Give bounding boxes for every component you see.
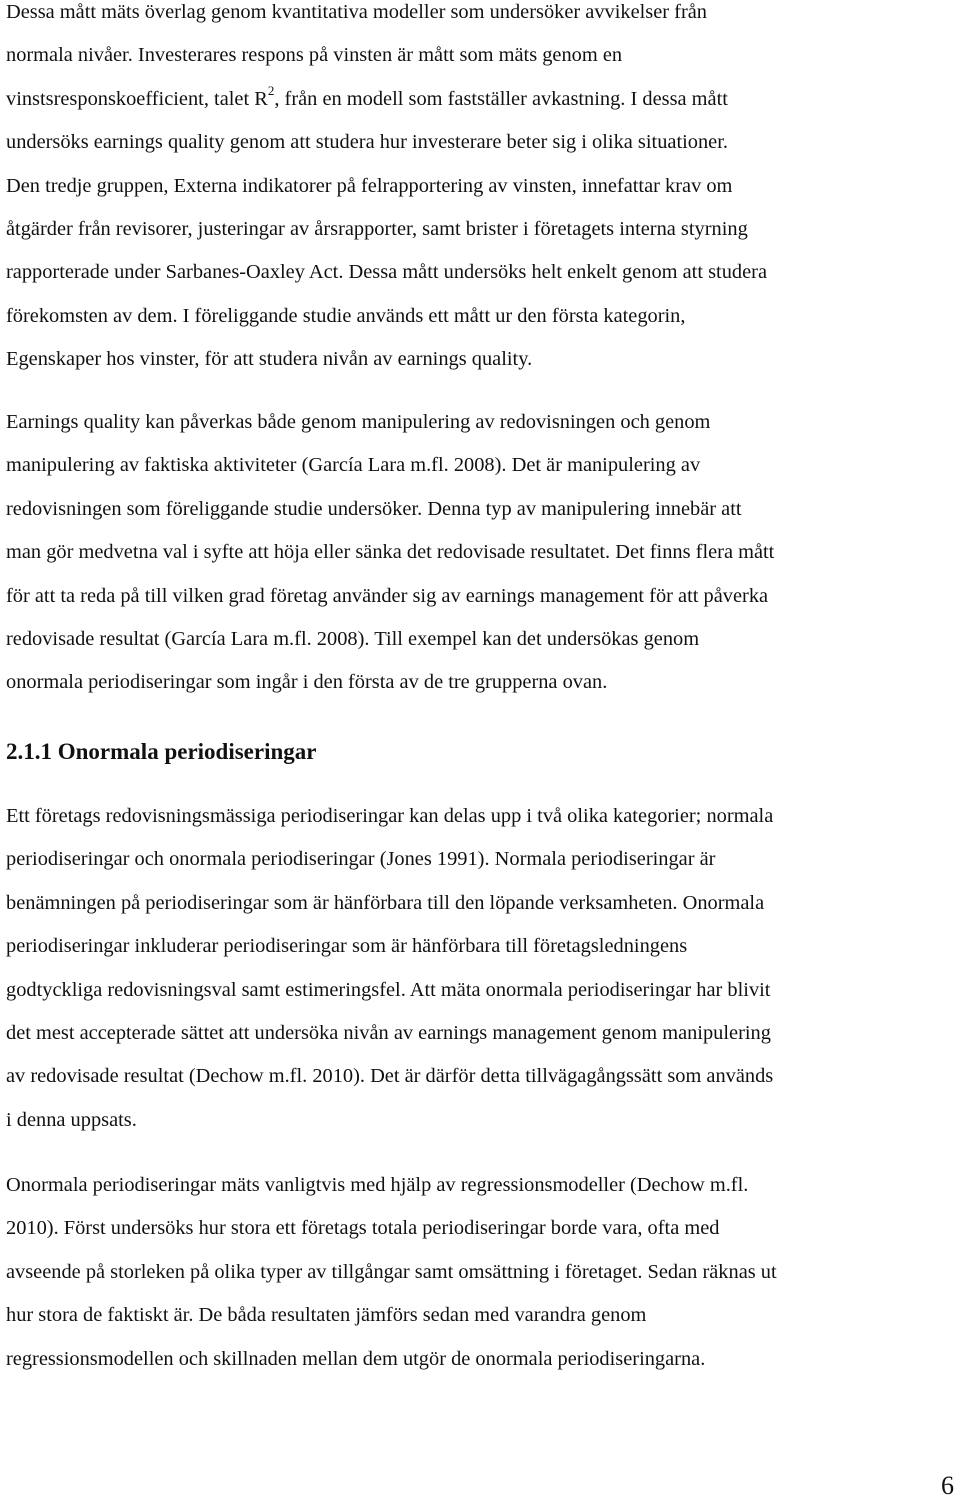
text-line: redovisningen som föreliggande studie undersöker. Denna typ av manipulering innebär att (6, 497, 742, 520)
text-line: hur stora de faktiskt är. De båda resultaten jämförs sedan med varandra genom (6, 1304, 647, 1327)
text-line: man gör medvetna val i syfte att höja eller sänka det redovisade resultatet. Det finns flera mått (6, 541, 775, 564)
text-line: Egenskaper hos vinster, för att studera nivån av earnings quality. (6, 348, 533, 371)
text-line: regressionsmodellen och skillnaden mellan dem utgör de onormala periodiseringarna. (6, 1347, 706, 1370)
text-segment: , från en modell som fastställer avkastning. I dessa mått (274, 87, 728, 110)
section-heading: 2.1.1 Onormala periodiseringar (6, 739, 317, 764)
text-line (6, 78, 956, 121)
text-line: det mest accepterade sättet att undersöka nivån av earnings management genom manipulering (6, 1022, 771, 1045)
text-line: Ett företags redovisningsmässiga periodiseringar kan delas upp i två olika kategorier; normala (6, 805, 774, 827)
paragraph-3 (6, 795, 956, 1142)
text-line: Dessa mått mäts överlag genom kvantitativa modeller som undersöker avvikelser från (6, 1, 707, 23)
text-segment: vinstsresponskoefficient, talet R (6, 87, 268, 110)
text-line: benämningen på periodiseringar som är hänförbara till den löpande verksamheten. Onormala (6, 891, 765, 914)
text-line: i denna uppsats. (6, 1108, 137, 1131)
text-line: för att ta reda på till vilken grad företag använder sig av earnings management för att påverka (6, 584, 769, 607)
text-line: Den tredje gruppen, Externa indikatorer på felrapportering av vinsten, innefattar krav om (6, 174, 733, 197)
text-line: avseende på storleken på olika typer av tillgångar samt omsättning i företaget. Sedan räknas ut (6, 1260, 777, 1283)
paragraph-4 (6, 1164, 956, 1381)
text-line: undersöks earnings quality genom att studera hur investerare beter sig i olika situationer. (6, 131, 728, 154)
superscript: 2 (267, 82, 275, 98)
paragraph-1 (6, 0, 956, 382)
text-line: manipulering av faktiska aktiviteter (García Lara m.fl. 2008). Det är manipulering av (6, 454, 701, 477)
text-line: onormala periodiseringar som ingår i den första av de tre grupperna ovan. (6, 671, 608, 694)
text-line: periodiseringar inkluderar periodiseringar som är hänförbara till företagsledningens (6, 935, 688, 958)
text-line: av redovisade resultat (Dechow m.fl. 2010). Det är därför detta tillvägagångssätt som används (6, 1065, 774, 1088)
text-line: rapporterade under Sarbanes-Oaxley Act. Dessa mått undersöks helt enkelt genom att studera (6, 261, 767, 284)
text-line: Earnings quality kan påverkas både genom manipulering av redovisningen och genom (6, 411, 711, 433)
text-line: åtgärder från revisorer, justeringar av årsrapporter, samt brister i företagets interna styrning (6, 218, 748, 241)
text-line: förekomsten av dem. I föreliggande studie används ett mått ur den första kategorin, (6, 304, 686, 327)
page-number: 6 (941, 1471, 954, 1500)
text-line: Onormala periodiseringar mäts vanligtvis med hjälp av regressionsmodeller (Dechow m.fl. (6, 1174, 749, 1196)
text-line: redovisade resultat (García Lara m.fl. 2008). Till exempel kan det undersökas genom (6, 628, 700, 651)
text-line: normala nivåer. Investerares respons på vinsten är mått som mäts genom en (6, 44, 623, 67)
text-line: periodiseringar och onormala periodiseringar (Jones 1991). Normala periodiseringar är (6, 848, 716, 871)
text-line: 2010). Först undersöks hur stora ett företags totala periodiseringar borde vara, ofta med (6, 1217, 720, 1240)
paragraph-2 (6, 401, 956, 705)
text-line: godtyckliga redovisningsval samt estimeringsfel. Att mäta onormala periodiseringar har blivit (6, 978, 771, 1001)
